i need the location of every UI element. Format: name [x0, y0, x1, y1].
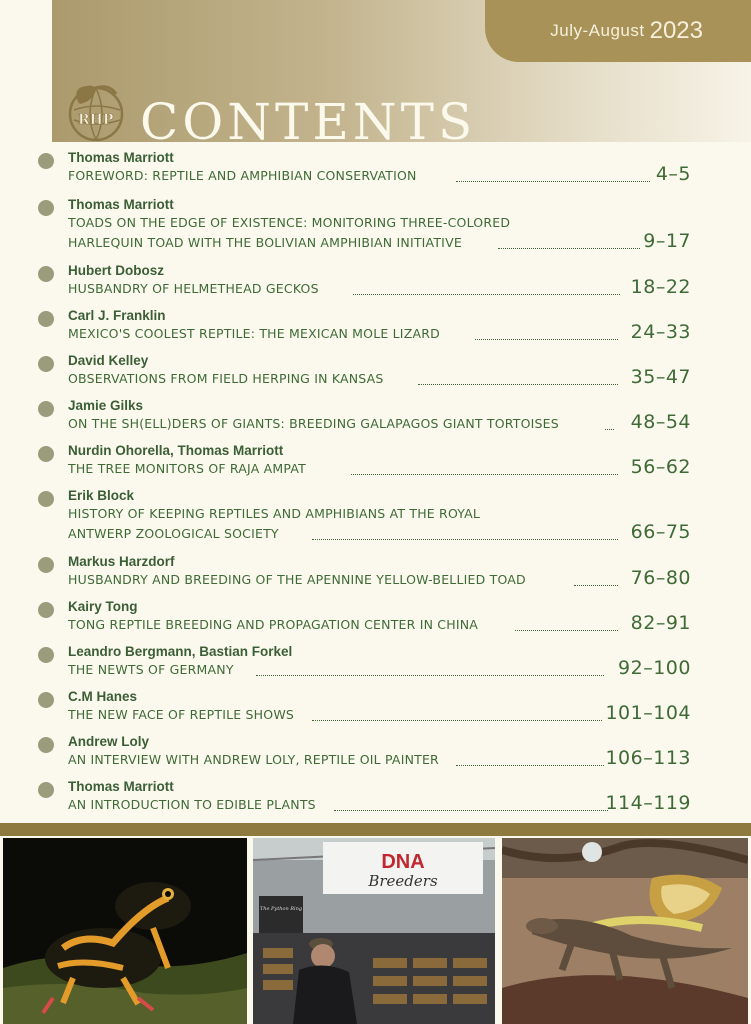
dot-leader [312, 539, 618, 540]
dot-leader [256, 675, 604, 676]
toc-author: Kairy Tong [68, 599, 138, 614]
rhp-logo [64, 80, 130, 142]
toc-author: Leandro Bergmann, Bastian Forkel [68, 644, 293, 659]
toc-author: Jamie Gilks [68, 398, 144, 413]
page-title: CONTENTS [140, 93, 477, 151]
toc-author: Nurdin Ohorella, Thomas Marriott [68, 443, 284, 458]
dot-leader [475, 339, 618, 340]
toc-title: TOADS ON THE EDGE OF EXISTENCE: MONITORING THREE-COLORED [68, 215, 511, 230]
dot-leader [456, 181, 650, 182]
toc-title: HUSBANDRY OF HELMETHEAD GECKOS [68, 281, 319, 296]
toc-author: Hubert Dobosz [68, 263, 164, 278]
bullet-icon [38, 647, 54, 663]
bullet-icon [38, 356, 54, 372]
toc-author: David Kelley [68, 353, 149, 368]
toc-pages: 82–91 [630, 612, 691, 634]
dot-leader [351, 474, 618, 475]
toc-title: THE TREE MONITORS OF RAJA AMPAT [68, 461, 306, 476]
divider-bar [0, 823, 751, 836]
toc-pages: 9–17 [643, 230, 691, 252]
bullet-icon [38, 311, 54, 327]
toc-author: Thomas Marriott [68, 197, 174, 212]
toc-author: Thomas Marriott [68, 150, 174, 165]
toc-author: C.M Hanes [68, 689, 138, 704]
bullet-icon [38, 557, 54, 573]
toc-pages: 35–47 [630, 366, 691, 388]
bullet-icon [38, 401, 54, 417]
toc-pages: 76–80 [630, 567, 691, 589]
dot-leader [515, 630, 618, 631]
dot-leader [334, 810, 608, 811]
photo-lizard [502, 838, 748, 1024]
issue-year: 2023 [649, 17, 703, 44]
bullet-icon [38, 446, 54, 462]
toc-author: Markus Harzdorf [68, 554, 175, 569]
dot-leader [418, 384, 618, 385]
toc-author: Andrew Loly [68, 734, 150, 749]
toc-pages: 114–119 [605, 792, 691, 814]
toc-title: AN INTERVIEW WITH ANDREW LOLY, REPTILE OIL PAINTER [68, 752, 439, 767]
toc-author: Thomas Marriott [68, 779, 174, 794]
bullet-icon [38, 737, 54, 753]
dot-leader [312, 720, 602, 721]
booth-sign-top: DNA [381, 851, 425, 873]
toc-pages: 4–5 [655, 163, 691, 185]
toc-pages: 56–62 [630, 456, 691, 478]
photo-harlequin-toad [3, 838, 247, 1024]
toc-title: HISTORY OF KEEPING REPTILES AND AMPHIBIANS AT THE ROYAL [68, 506, 481, 521]
toc-title: HUSBANDRY AND BREEDING OF THE APENNINE YELLOW-BELLIED TOAD [68, 572, 526, 587]
toc-pages: 101–104 [605, 702, 691, 724]
toc-pages: 18–22 [630, 276, 691, 298]
bullet-icon [38, 491, 54, 507]
toc-title: ANTWERP ZOOLOGICAL SOCIETY [68, 526, 279, 541]
dot-leader [574, 585, 618, 586]
toc-pages: 106–113 [605, 747, 691, 769]
toc-title: HARLEQUIN TOAD WITH THE BOLIVIAN AMPHIBIAN INITIATIVE [68, 235, 462, 250]
toc-title: AN INTRODUCTION TO EDIBLE PLANTS [68, 797, 316, 812]
booth-sign-bottom: Breeders [368, 872, 438, 890]
toc-pages: 24–33 [630, 321, 691, 343]
toc-pages: 92–100 [618, 657, 691, 679]
dot-leader [456, 765, 604, 766]
toc-author: Carl J. Franklin [68, 308, 166, 323]
toc-pages: 66–75 [630, 521, 691, 543]
toc-title: MEXICO'S COOLEST REPTILE: THE MEXICAN MOLE LIZARD [68, 326, 440, 341]
logo-lettering: RHP [78, 112, 114, 128]
dot-leader [605, 429, 614, 430]
issue-months: July-August [550, 21, 645, 40]
bullet-icon [38, 692, 54, 708]
photo-reptile-show-booth [253, 838, 495, 1024]
toc-pages: 48–54 [630, 411, 691, 433]
bullet-icon [38, 153, 54, 169]
toc-title: THE NEWTS OF GERMANY [68, 662, 234, 677]
toc-title: OBSERVATIONS FROM FIELD HERPING IN KANSAS [68, 371, 384, 386]
bullet-icon [38, 602, 54, 618]
bullet-icon [38, 200, 54, 216]
dot-leader [353, 294, 620, 295]
toc-title: THE NEW FACE OF REPTILE SHOWS [68, 707, 295, 722]
toc-title: ON THE SH(ELL)DERS OF GIANTS: BREEDING GALAPAGOS GIANT TORTOISES [68, 416, 559, 431]
toc-title: FOREWORD: REPTILE AND AMPHIBIAN CONSERVATION [68, 168, 417, 183]
toc-author: Erik Block [68, 488, 135, 503]
issue-date-tab [485, 0, 751, 62]
bullet-icon [38, 266, 54, 282]
bullet-icon [38, 782, 54, 798]
toc-title: TONG REPTILE BREEDING AND PROPAGATION CENTER IN CHINA [68, 617, 479, 632]
booth-small-sign: The Python Ring [259, 906, 303, 912]
dot-leader [498, 248, 640, 249]
